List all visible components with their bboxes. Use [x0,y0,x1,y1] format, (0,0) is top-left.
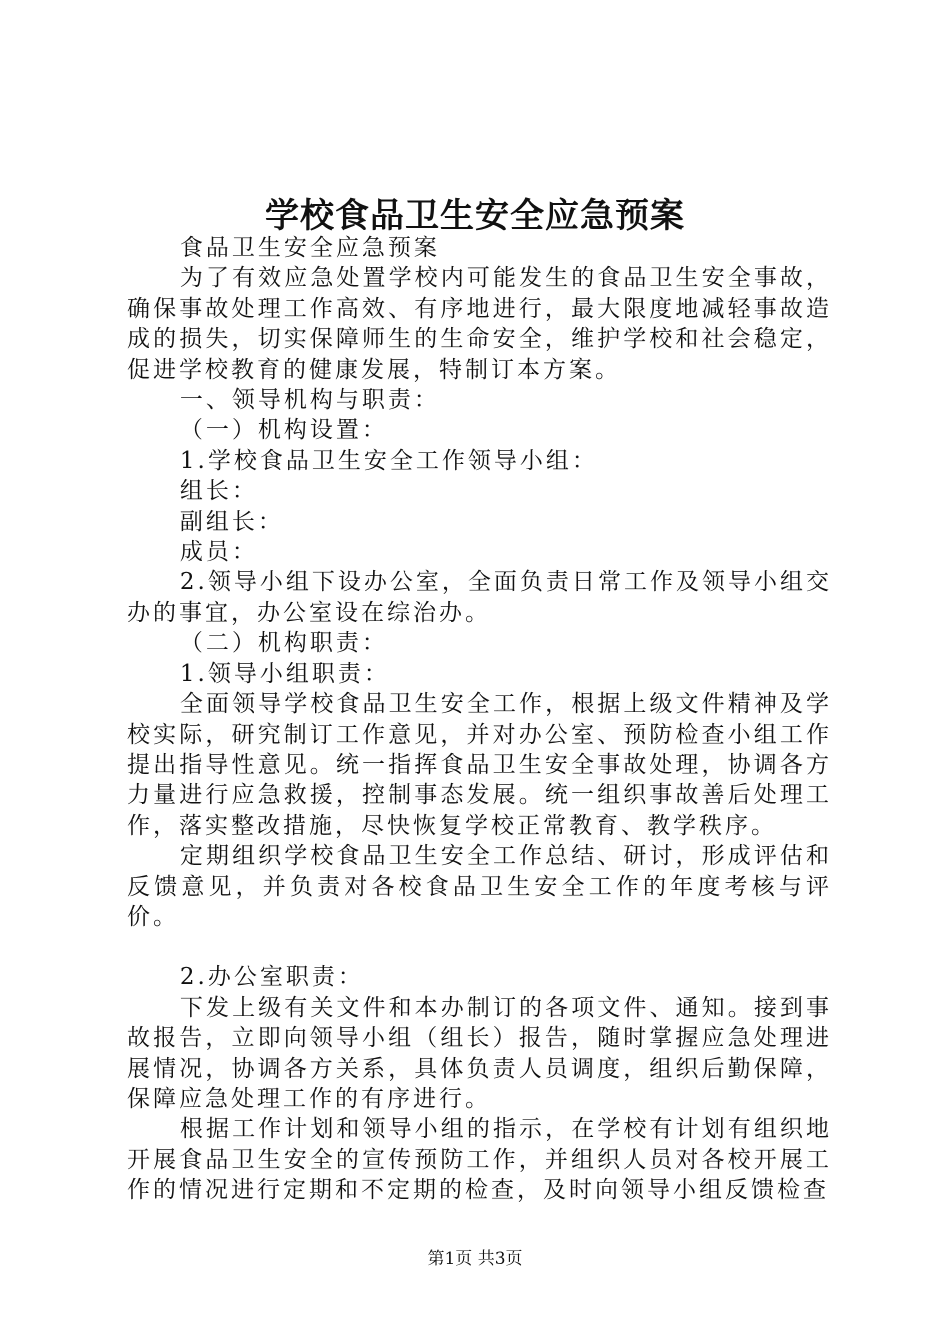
item-office-duties-heading: 2.办公室职责： [179,964,364,991]
paragraph-purpose: 为了有效应急处置学校内可能发生的食品卫生安全事故，确保事故处理工作高效、有序地进行，最大限度地减轻事故造成的损失，切实保障师生的生命安全，维护学校和社会稳定，促进学校教育的健康发展，特制订本方案。 [127,265,832,383]
page-number: 第1页 共3页 [427,1249,523,1269]
document-title: 学校食品卫生安全应急预案 [265,196,685,236]
paragraph-spacer [127,932,832,962]
paragraph-group-duties: 全面领导学校食品卫生安全工作，根据上级文件精神及学校实际，研究制订工作意见，并对办公室、预防检查小组工作提出指导性意见。统一指挥食品卫生安全事故处理，协调各方力量进行应急救援，控制事态发展。统一组织事故善后处理工作，落实整改措施，尽快恢复学校正常教育、教学秩序。 [127,691,832,839]
paragraph-evaluation: 定期组织学校食品卫生安全工作总结、研讨，形成评估和反馈意见，并负责对各校食品卫生安全工作的年度考核与评价。 [127,843,832,930]
item-leading-group: 1.学校食品卫生安全工作领导小组： [179,447,598,474]
item-members: 成员： [179,539,258,566]
paragraph-subtitle: 食品卫生安全应急预案 [179,235,440,261]
document-body [127,233,832,1206]
paragraph-prevention: 根据工作计划和领导小组的指示，在学校有计划有组织地开展食品卫生安全的宣传预防工作，并组织人员对各校开展工作的情况进行定期和不定期的检查，及时向领导小组反馈检查 [127,1116,832,1204]
item-group-leader: 组长： [179,478,258,505]
subsection-heading-duties: （二）机构职责： [179,630,388,657]
item-group-duties-heading: 1.领导小组职责： [179,660,390,687]
section-heading-leadership: 一、领导机构与职责： [179,387,440,414]
item-deputy-leader: 副组长： [179,508,284,535]
subsection-heading-setup: （一）机构设置： [179,417,388,444]
paragraph-office-duties: 下发上级有关文件和本办制订的各项文件、通知。接到事故报告，立即向领导小组（组长）报告，随时掌握应急处理进展情况，协调各方关系，具体负责人员调度，组织后勤保障，保障应急处理工作的有序进行。 [127,994,832,1112]
item-office-setup: 2.领导小组下设办公室，全面负责日常工作及领导小组交办的事宜，办公室设在综治办。 [127,569,832,626]
